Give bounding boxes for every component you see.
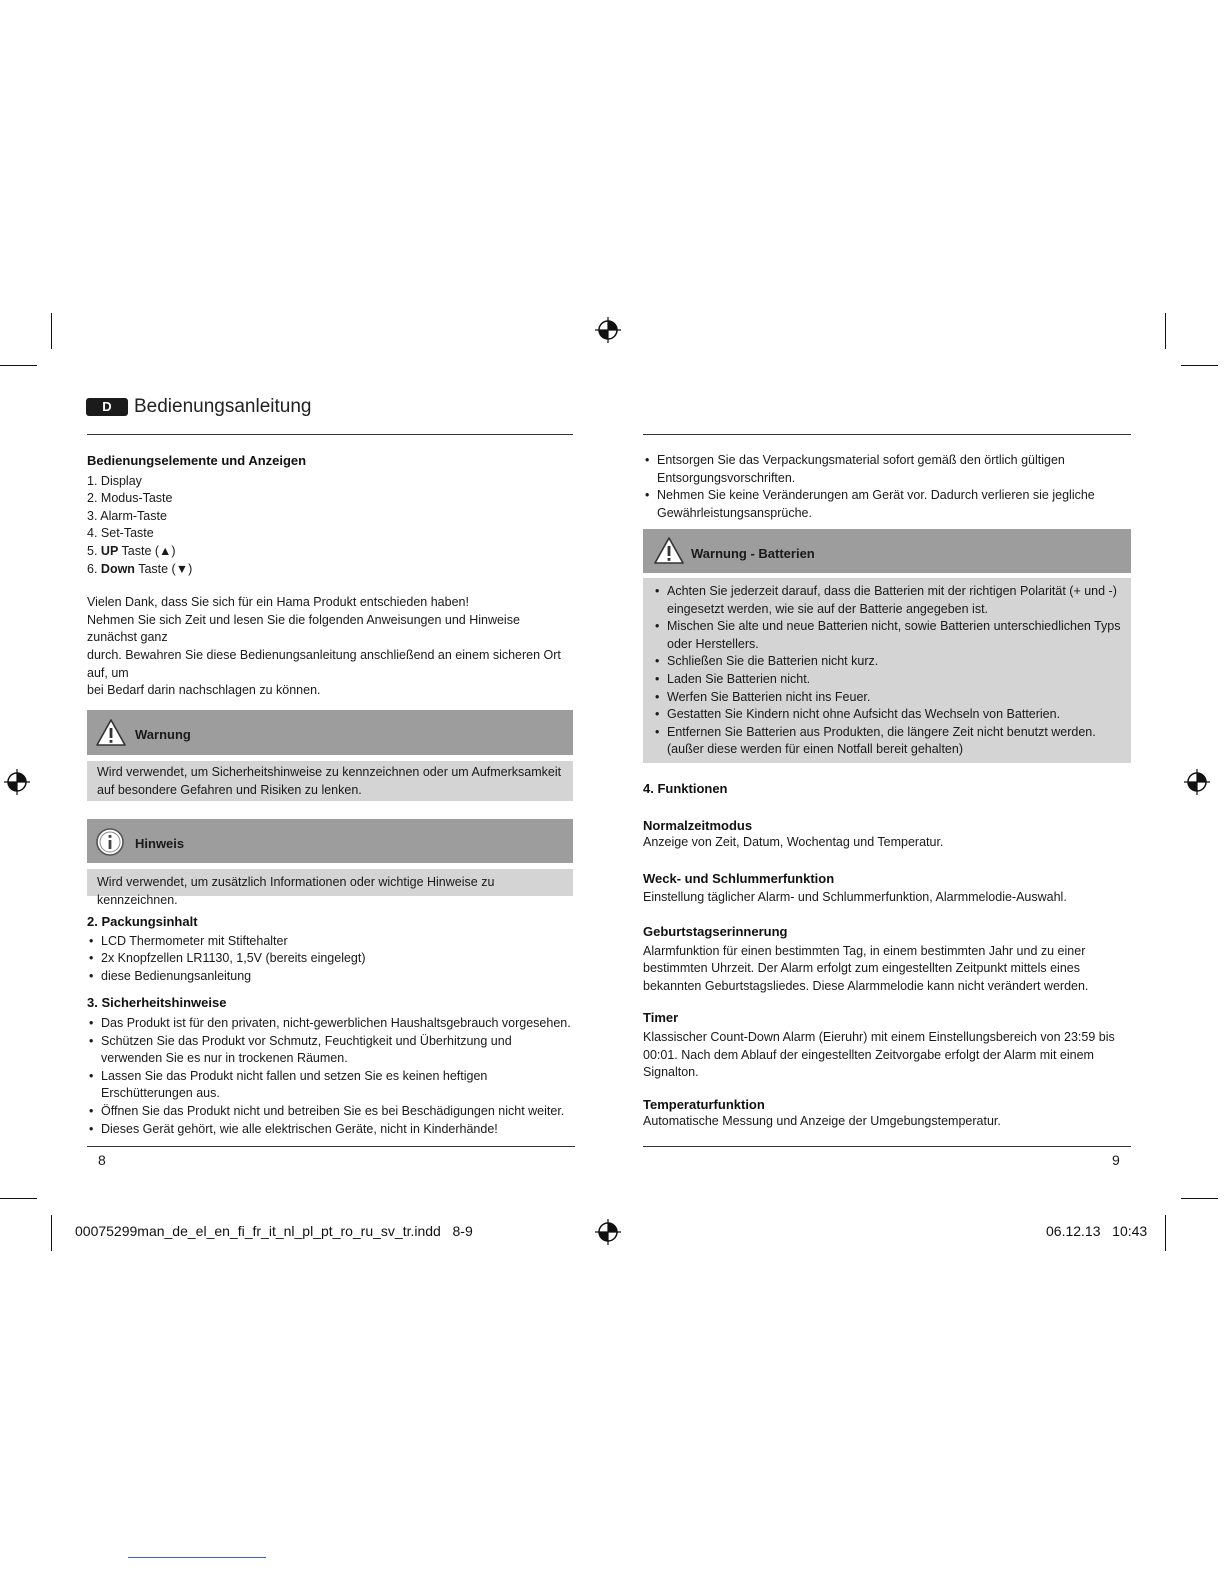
list-item: • Schützen Sie das Produkt vor Schmutz, Feuchtigkeit und Überhitzung und verwenden Sie es nur in trockenen Räumen. [87,1033,573,1068]
package-list [87,933,573,986]
footer-filename: 00075299man_de_el_en_fi_fr_it_nl_pl_pt_ro_ru_sv_tr.indd 8-9 [75,1223,473,1239]
section3-heading: 3. Sicherheitshinweise [87,995,227,1011]
battery-warning-label: Warnung - Batterien [691,546,815,561]
warning-triangle-icon [653,536,685,565]
function-title: Normalzeitmodus [643,817,753,833]
registration-mark-icon [1184,769,1210,795]
list-item: • 2x Knopfzellen LR1130, 1,5V (bereits eingelegt) [87,950,573,968]
intro-text: Vielen Dank, dass Sie sich für ein Hama Produkt entschieden haben! Nehmen Sie sich Zeit und lesen Sie die folgenden Anweisungen und Hinweise zunächst ganz durch. Bewahren Sie diese Bedienungsanleitung anschließend an einem sicheren Ort auf, um bei Bedarf darin nachschlagen zu können. [87,595,561,698]
safety-list [87,1015,573,1138]
list-item: • Achten Sie jederzeit darauf, dass die Batterien mit der richtigen Polarität (+ und -) eingesetzt werden, wie sie auf der Batterie angegeben ist. [653,583,1123,618]
note-box-body: Wird verwendet, um zusätzlich Informationen oder wichtige Hinweise zu kennzeichnen. [87,869,573,896]
safety-list-continued [643,452,1131,522]
right-column [643,452,1131,522]
list-item: • Nehmen Sie keine Veränderungen am Gerät vor. Dadurch verlieren sie jegliche Gewährleistungsansprüche. [643,487,1131,522]
list-item: • Dieses Gerät gehört, wie alle elektrischen Geräte, nicht in Kinderhände! [87,1121,573,1139]
controls-list [87,473,573,579]
list-item: • Entsorgen Sie das Verpackungsmaterial sofort gemäß den örtlich gültigen Entsorgungsvorschriften. [643,452,1131,487]
top-rule-right [643,434,1131,435]
page-number-right: 9 [1112,1152,1120,1168]
list-item: • Mischen Sie alte und neue Batterien nicht, sowie Batterien unterschiedlichen Typs oder Herstellers. [653,618,1123,653]
link-underline [128,1557,266,1558]
list-item: • Werfen Sie Batterien nicht ins Feuer. [653,689,1123,707]
list-item: 3. Alarm-Taste [87,508,167,523]
list-item: • Das Produkt ist für den privaten, nicht-gewerblichen Haushaltsgebrauch vorgesehen. [87,1015,573,1033]
list-item: • Gestatten Sie Kindern nicht ohne Aufsicht das Wechseln von Batterien. [653,706,1123,724]
function-text: Anzeige von Zeit, Datum, Wochentag und Temperatur. [643,835,944,850]
function-text: Automatische Messung und Anzeige der Umgebungstemperatur. [643,1114,1001,1129]
section4-heading: 4. Funktionen [643,781,728,796]
warning-label: Warnung [135,727,191,742]
footer-date: 06.12.13 10:43 [1046,1223,1148,1239]
list-item: • Entfernen Sie Batterien aus Produkten, die längere Zeit nicht benutzt werden. (außer diese werden für einen Notfall bereit gehalten) [653,724,1123,759]
crop-mark [0,1198,37,1199]
list-item: 5. UP Taste (▲) [87,543,176,558]
list-item: 2. Modus-Taste [87,491,173,506]
page-title: Bedienungsanleitung [134,396,312,417]
list-item: 6. Down Taste (▼) [87,561,193,576]
list-item: • Laden Sie Batterien nicht. [653,671,1123,689]
info-circle-icon [95,827,125,857]
crop-mark [51,1215,52,1251]
warning-triangle-icon [95,718,127,747]
list-item: 4. Set-Taste [87,526,154,541]
function-title: Geburtstagserinnerung [643,923,788,939]
list-item: • Schließen Sie die Batterien nicht kurz. [653,653,1123,671]
warning-box-header [87,710,573,755]
functions-section [643,780,1131,1131]
registration-mark-icon [4,769,30,795]
warning-box-body: Wird verwendet, um Sicherheitshinweise zu kennzeichnen oder um Aufmerksamkeit auf besondere Gefahren und Risiken zu lenken. [87,761,573,801]
bottom-rule-left [87,1146,575,1147]
left-column-lower [87,913,573,1138]
crop-mark [51,313,52,349]
note-box-header [87,819,573,863]
registration-mark-icon [595,317,621,343]
crop-mark [1181,365,1218,366]
function-text: Einstellung täglicher Alarm- und Schlummerfunktion, Alarmmelodie-Auswahl. [643,890,1067,905]
function-title: Timer [643,1010,679,1026]
page-number-left: 8 [98,1152,106,1168]
function-text: Klassischer Count-Down Alarm (Eieruhr) mit einem Einstellungsbereich von 23:59 bis 00:01. Nach dem Ablauf der eingestellten Zeitvorgabe erfolgt der Alarm mit einem Signalton. [643,1029,1115,1080]
function-text: Alarmfunktion für einen bestimmten Tag, in einem bestimmten Jahr und zu einer bestimmten Uhrzeit. Der Alarm erfolgt zum eingestellten Zeitpunkt mittels eines bekannten Geburtstagsliedes. Diese Alarmmelodie kann nicht verändert werden. [643,943,1089,993]
crop-mark [1181,1198,1218,1199]
bottom-rule-right [643,1146,1131,1147]
crop-mark [0,365,37,366]
list-item: • LCD Thermometer mit Stiftehalter [87,933,573,951]
battery-warning-body [643,578,1131,763]
list-item: • diese Bedienungsanleitung [87,968,573,986]
crop-mark [1165,1215,1166,1251]
section2-heading: 2. Packungsinhalt [87,914,198,929]
left-column [87,452,573,731]
top-rule-left [87,434,573,435]
list-item: • Öffnen Sie das Produkt nicht und betreiben Sie es bei Beschädigungen nicht weiter. [87,1103,573,1121]
registration-mark-icon [595,1219,621,1245]
controls-heading: Bedienungselemente und Anzeigen [87,453,307,468]
list-item: 1. Display [87,473,142,488]
note-label: Hinweis [135,836,185,851]
battery-warning-header [643,529,1131,573]
function-title: Weck- und Schlummerfunktion [643,870,835,886]
list-item: • Lassen Sie das Produkt nicht fallen und setzen Sie es keinen heftigen Erschütterungen aus. [87,1068,573,1103]
language-tag: D [86,398,128,416]
function-title: Temperaturfunktion [643,1096,765,1112]
crop-mark [1165,313,1166,349]
